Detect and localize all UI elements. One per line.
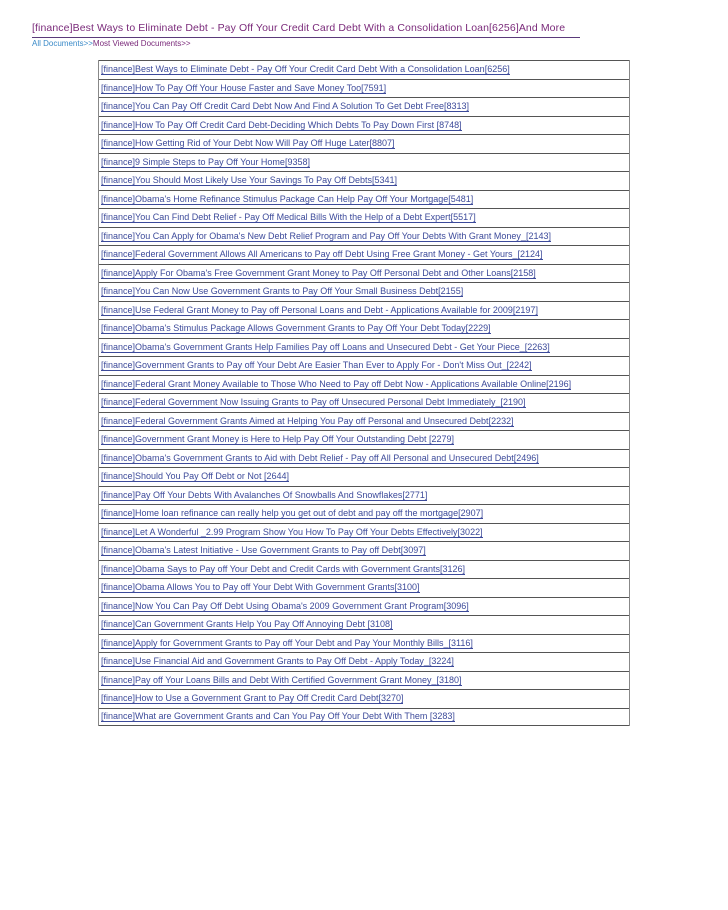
document-link[interactable]: [finance]Let A Wonderful _2.99 Program Show You How To Pay Off Your Debts Effectively[3022] <box>101 526 483 537</box>
document-link[interactable]: [finance]Apply for Government Grants to Pay off Your Debt and Pay Your Monthly Bills_[3116] <box>101 637 473 648</box>
document-link[interactable]: [finance]Federal Government Grants Aimed at Helping You Pay off Personal and Unsecured Debt[2232] <box>101 415 514 426</box>
document-link[interactable]: [finance]9 Simple Steps to Pay Off Your Home[9358] <box>101 156 310 167</box>
document-link[interactable]: [finance]Obama's Government Grants to Aid with Debt Relief - Pay off All Personal and Unsecured Debt[2496] <box>101 452 539 463</box>
document-link[interactable]: [finance]Obama's Government Grants Help Families Pay off Loans and Unsecured Debt - Get Your Piece_[2263] <box>101 341 550 352</box>
document-link[interactable]: [finance]Pay off Your Loans Bills and Debt With Certified Government Grant Money_[3180] <box>101 674 462 685</box>
document-link[interactable]: [finance]Best Ways to Eliminate Debt - Pay Off Your Credit Card Debt With a Consolidation Loan[6256] <box>101 64 510 75</box>
list-item <box>99 227 629 246</box>
list-item <box>99 393 629 412</box>
list-item <box>99 375 629 394</box>
list-item <box>99 708 629 727</box>
document-link[interactable]: [finance]Obama Allows You to Pay off Your Debt With Government Grants[3100] <box>101 582 420 593</box>
document-link[interactable]: [finance]Federal Government Allows All Americans to Pay off Debt Using Free Grant Money - Get Yours_[2124] <box>101 249 543 260</box>
document-link[interactable]: [finance]Obama's Latest Initiative - Use Government Grants to Pay off Debt[3097] <box>101 545 426 556</box>
list-item <box>99 671 629 690</box>
document-link[interactable]: [finance]Should You Pay Off Debt or Not [2644] <box>101 471 289 482</box>
breadcrumb <box>32 39 191 48</box>
document-link[interactable]: [finance]Government Grant Money is Here to Help Pay Off Your Outstanding Debt [2279] <box>101 434 455 445</box>
list-item <box>99 282 629 301</box>
document-link[interactable]: [finance]Now You Can Pay Off Debt Using Obama's 2009 Government Grant Program[3096] <box>101 600 469 611</box>
list-item <box>99 245 629 264</box>
document-link-list <box>98 60 630 726</box>
document-link[interactable]: [finance]How to Use a Government Grant to Pay Off Credit Card Debt[3270] <box>101 693 404 704</box>
list-item <box>99 356 629 375</box>
document-link[interactable]: [finance]How To Pay Off Your House Faster and Save Money Too[7591] <box>101 82 387 93</box>
document-link[interactable]: [finance]Obama Says to Pay off Your Debt and Credit Cards with Government Grants[3126] <box>101 563 466 574</box>
list-item <box>99 338 629 357</box>
list-item <box>99 615 629 634</box>
document-link[interactable]: [finance]Obama's Stimulus Package Allows Government Grants to Pay Off Your Debt Today[2229] <box>101 323 491 334</box>
list-item <box>99 60 629 79</box>
document-link[interactable]: [finance]Obama's Home Refinance Stimulus Package Can Help Pay Off Your Mortgage[5481] <box>101 193 474 204</box>
document-link[interactable]: [finance]You Can Now Use Government Grants to Pay Off Your Small Business Debt[2155] <box>101 286 464 297</box>
list-item <box>99 486 629 505</box>
list-item <box>99 208 629 227</box>
list-item <box>99 449 629 468</box>
list-item <box>99 634 629 653</box>
list-item <box>99 560 629 579</box>
document-link[interactable]: [finance]You Can Pay Off Credit Card Debt Now And Find A Solution To Get Debt Free[8313] <box>101 101 470 112</box>
list-item <box>99 652 629 671</box>
document-link[interactable]: [finance]Use Federal Grant Money to Pay off Personal Loans and Debt - Applications Available for 2009[2197] <box>101 304 538 315</box>
breadcrumb-most-viewed[interactable]: Most Viewed Documents>> <box>92 39 191 48</box>
list-item <box>99 79 629 98</box>
list-item <box>99 412 629 431</box>
document-link[interactable]: [finance]Federal Government Now Issuing Grants to Pay off Unsecured Personal Debt Immediately_[2190] <box>101 397 526 408</box>
document-link[interactable]: [finance]You Should Most Likely Use Your Savings To Pay Off Debts[5341] <box>101 175 398 186</box>
list-item <box>99 190 629 209</box>
document-link[interactable]: [finance]Pay Off Your Debts With Avalanches Of Snowballs And Snowflakes[2771] <box>101 489 428 500</box>
list-item <box>99 523 629 542</box>
list-item <box>99 541 629 560</box>
list-item <box>99 689 629 708</box>
document-link[interactable]: [finance]Apply For Obama's Free Government Grant Money to Pay Off Personal Debt and Other Loans[2158] <box>101 267 536 278</box>
document-link[interactable]: [finance]Federal Grant Money Available to Those Who Need to Pay off Debt Now - Applications Available Online[2196] <box>101 378 572 389</box>
document-link[interactable]: [finance]Can Government Grants Help You Pay Off Annoying Debt [3108] <box>101 619 393 630</box>
list-item <box>99 430 629 449</box>
list-item <box>99 301 629 320</box>
page-title: [finance]Best Ways to Eliminate Debt - Pay Off Your Credit Card Debt With a Consolidation Loan[6256]And More <box>32 22 566 34</box>
document-link[interactable]: [finance]How Getting Rid of Your Debt Now Will Pay Off Huge Later[8807] <box>101 138 395 149</box>
list-item <box>99 264 629 283</box>
document-link[interactable]: [finance]You Can Apply for Obama's New Debt Relief Program and Pay Off Your Debts With Grant Money_[2143] <box>101 230 551 241</box>
list-item <box>99 134 629 153</box>
list-item <box>99 504 629 523</box>
document-link[interactable]: [finance]You Can Find Debt Relief - Pay Off Medical Bills With the Help of a Debt Expert[5517] <box>101 212 476 223</box>
list-item <box>99 97 629 116</box>
document-link[interactable]: [finance]How To Pay Off Credit Card Debt-Deciding Which Debts To Pay Down First [8748] <box>101 119 462 130</box>
document-link[interactable]: [finance]Government Grants to Pay off Your Debt Are Easier Than Ever to Apply For - Don't Miss Out_[2242] <box>101 360 532 371</box>
list-item <box>99 467 629 486</box>
list-item <box>99 319 629 338</box>
document-link[interactable]: [finance]Use Financial Aid and Government Grants to Pay Off Debt - Apply Today_[3224] <box>101 656 454 667</box>
document-link[interactable]: [finance]What are Government Grants and Can You Pay Off Your Debt With Them [3283] <box>101 711 455 722</box>
breadcrumb-all-documents[interactable]: All Documents>> <box>32 39 93 48</box>
list-item <box>99 171 629 190</box>
list-item <box>99 116 629 135</box>
list-item <box>99 578 629 597</box>
list-item <box>99 153 629 172</box>
title-divider <box>32 37 580 38</box>
document-link[interactable]: [finance]Home loan refinance can really help you get out of debt and pay off the mortgage[2907] <box>101 508 484 519</box>
list-item <box>99 597 629 616</box>
